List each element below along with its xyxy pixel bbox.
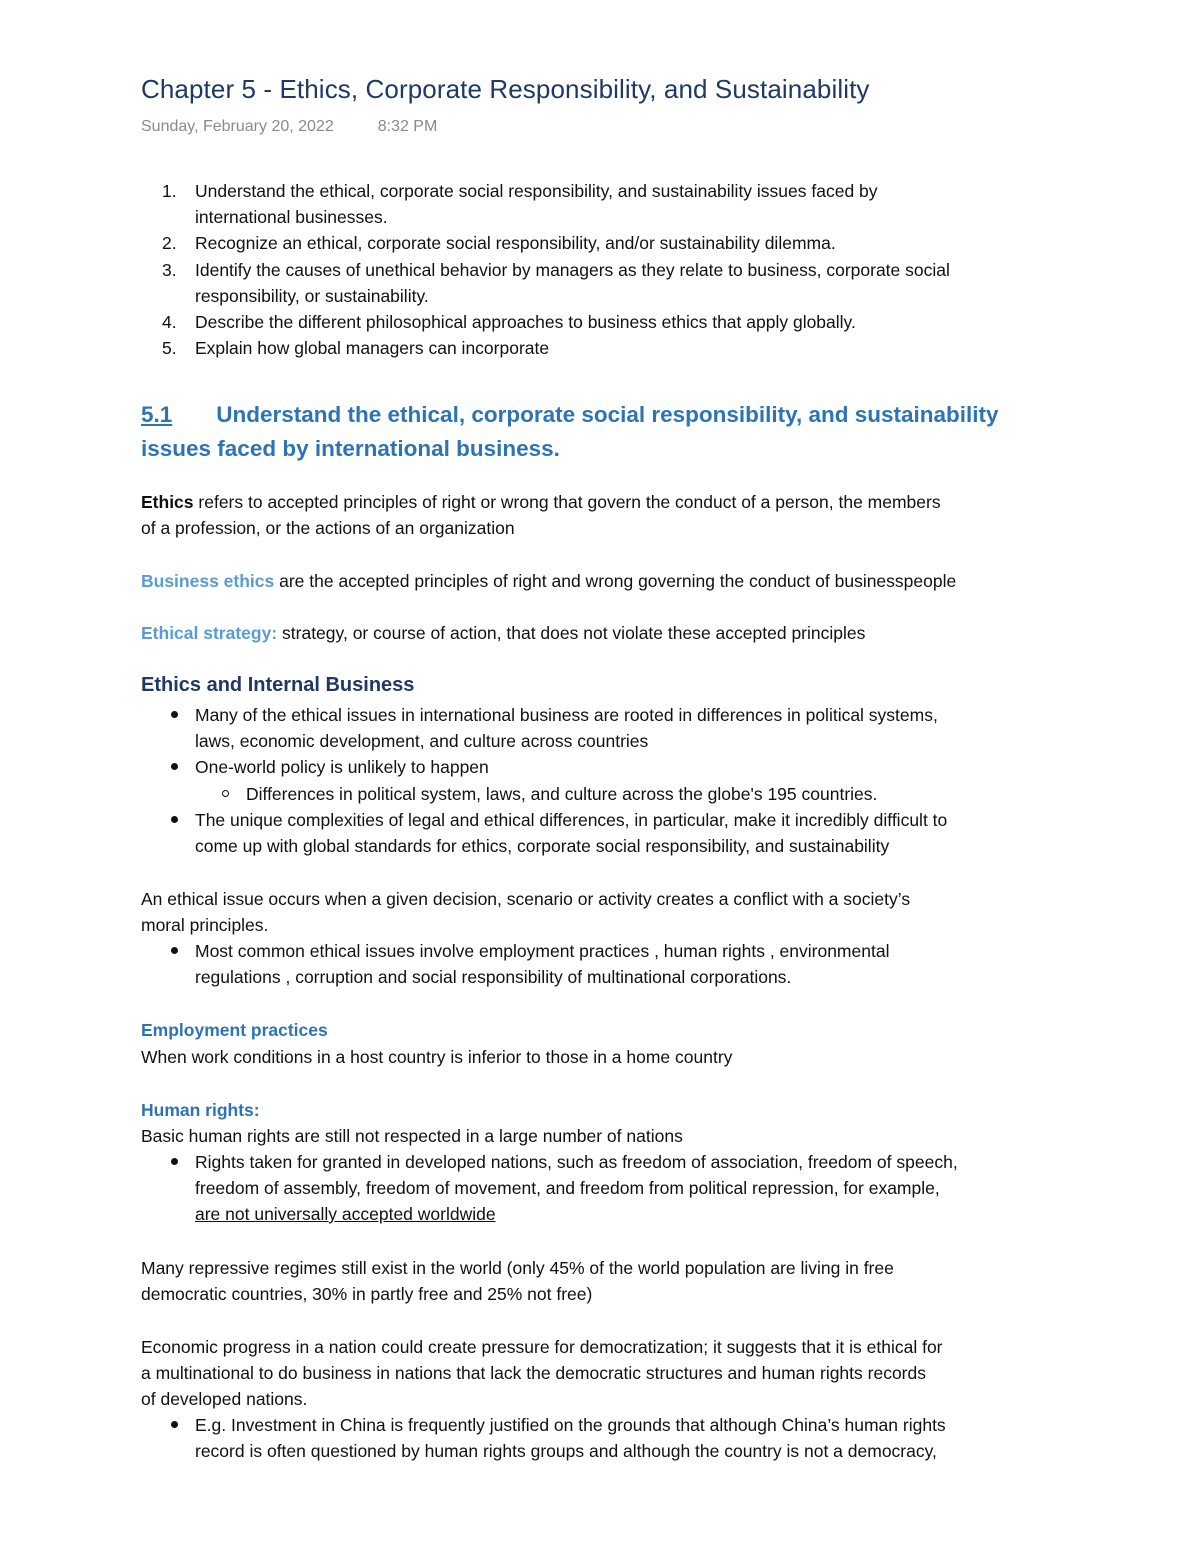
list-number: 2. [162,233,177,253]
ethics-term: Ethics [141,492,194,512]
business-ethics-term: Business ethics [141,571,275,591]
bullet-icon [171,816,178,823]
list-number: 1. [162,181,177,201]
list-item: The unique complexities of legal and ethical differences, in particular, make it incredibly difficult to [195,810,948,830]
note-time: 8:32 PM [377,118,438,135]
sub-bullet-icon [222,790,229,797]
section-title-line1: Understand the ethical, corporate social responsibility, and sustainability [216,402,999,427]
economic-paragraph: Economic progress in a nation could create pressure for democratization; it suggests that it is ethical for [141,1337,943,1357]
human-rights-heading: Human rights: [141,1100,260,1120]
ethics-text: refers to accepted principles of right or wrong that govern the conduct of a person, the members [193,492,941,512]
list-item: E.g. Investment in China is frequently justified on the grounds that although China’s human rights [195,1415,946,1435]
list-item-cont: come up with global standards for ethics, corporate social responsibility, and sustainability [195,836,890,856]
list-item-cont: laws, economic development, and culture across countries [195,731,649,751]
list-item-cont: freedom of assembly, freedom of movement, and freedom from political repression, for example, [195,1178,940,1198]
list-item: Many of the ethical issues in international business are rooted in differences in political systems, [195,705,938,725]
list-number: 5. [162,338,177,358]
list-item: Explain how global managers can incorporate [195,338,550,358]
list-number: 4. [162,312,177,332]
dateline [141,118,437,136]
section-heading [141,398,999,432]
ethical-strategy-term: Ethical strategy: [141,623,278,643]
ethics-definition-cont: of a profession, or the actions of an organization [141,518,515,538]
business-ethics-definition [141,568,956,594]
economic-paragraph-cont: a multinational to do business in nations that lack the democratic structures and human rights records [141,1363,926,1383]
ethical-strategy-definition [141,620,865,646]
regimes-paragraph: Many repressive regimes still exist in the world (only 45% of the world population are living in free [141,1258,894,1278]
sub-list-item: Differences in political system, laws, and culture across the globe's 195 countries. [246,784,878,804]
list-item-cont: responsibility, or sustainability. [195,286,429,306]
section-number: 5.1 [141,402,173,427]
ethical-strategy-text: strategy, or course of action, that does not violate these accepted principles [277,623,866,643]
list-item-cont: record is often questioned by human rights groups and although the country is not a democracy, [195,1441,937,1461]
list-item-underlined: are not universally accepted worldwide [195,1204,496,1224]
list-item: Identify the causes of unethical behavior by managers as they relate to business, corporate social [195,260,950,280]
bullet-icon [171,763,178,770]
list-item: One-world policy is unlikely to happen [195,757,489,777]
human-rights-text: Basic human rights are still not respected in a large number of nations [141,1126,683,1146]
employment-practices-text: When work conditions in a host country is inferior to those in a home country [141,1047,733,1067]
list-item-cont: international businesses. [195,207,388,227]
ethical-issue-paragraph-cont: moral principles. [141,915,269,935]
list-item-cont: regulations , corruption and social responsibility of multinational corporations. [195,967,792,987]
page-title: Chapter 5 - Ethics, Corporate Responsibility, and Sustainability [141,74,870,104]
note-date: Sunday, February 20, 2022 [141,118,334,135]
list-item: Understand the ethical, corporate social responsibility, and sustainability issues faced by [195,181,878,201]
employment-practices-heading: Employment practices [141,1020,328,1040]
business-ethics-text: are the accepted principles of right and wrong governing the conduct of businesspeople [274,571,957,591]
ethics-definition [141,489,941,515]
economic-paragraph-cont: of developed nations. [141,1389,308,1409]
list-number: 3. [162,260,177,280]
section-title-line2: issues faced by international business. [141,436,560,461]
bullet-icon [171,947,178,954]
bullet-icon [171,1158,178,1165]
internal-business-heading: Ethics and Internal Business [141,674,415,696]
list-item: Most common ethical issues involve employment practices , human rights , environmental [195,941,890,961]
list-item: Describe the different philosophical approaches to business ethics that apply globally. [195,312,856,332]
ethical-issue-paragraph: An ethical issue occurs when a given decision, scenario or activity creates a conflict with a society’s [141,889,911,909]
bullet-icon [171,711,178,718]
list-item: Rights taken for granted in developed nations, such as freedom of association, freedom of speech, [195,1152,958,1172]
regimes-paragraph-cont: democratic countries, 30% in partly free and 25% not free) [141,1284,593,1304]
list-item: Recognize an ethical, corporate social responsibility, and/or sustainability dilemma. [195,233,836,253]
bullet-icon [171,1421,178,1428]
